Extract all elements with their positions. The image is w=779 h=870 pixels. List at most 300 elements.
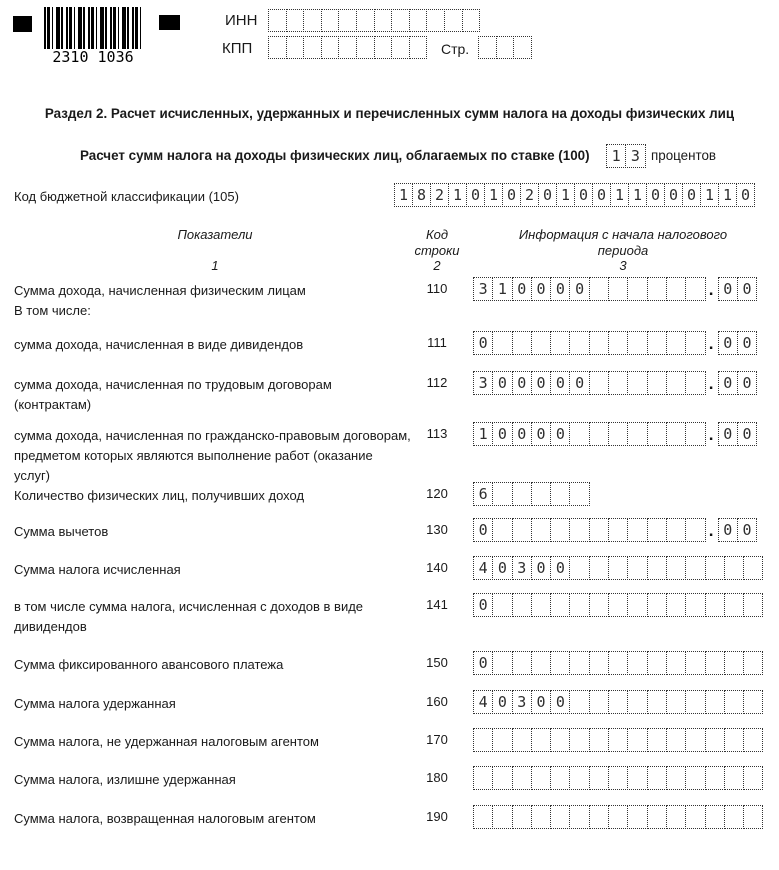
digit-cell[interactable] — [550, 593, 570, 617]
form-row — [0, 690, 779, 714]
row-code: 111 — [427, 335, 447, 350]
digit-cell[interactable]: 0 — [737, 371, 757, 395]
digit-cell[interactable] — [589, 593, 609, 617]
column-number-2: 2 — [433, 258, 441, 273]
digit-cell[interactable] — [724, 766, 744, 790]
digit-cell[interactable] — [666, 331, 686, 355]
digit-cell[interactable] — [705, 728, 725, 752]
digit-cell[interactable] — [666, 728, 686, 752]
digit-cell[interactable] — [666, 651, 686, 675]
digit-cell[interactable] — [550, 766, 570, 790]
column-number-3: 3 — [619, 258, 627, 273]
page-number-label: Стр. — [441, 41, 470, 57]
decimal-separator: . — [708, 521, 714, 540]
row-note: В том числе: — [14, 303, 91, 318]
digit-cell[interactable] — [608, 728, 628, 752]
digit-cell[interactable] — [492, 728, 512, 752]
digit-cell[interactable] — [685, 371, 705, 395]
digit-cell[interactable] — [473, 728, 493, 752]
row-label: Сумма дохода, начисленная физическим лицам — [14, 283, 306, 298]
digit-cell[interactable] — [492, 593, 512, 617]
digit-cell[interactable] — [589, 277, 609, 301]
kbk-field[interactable] — [394, 183, 754, 207]
digit-cell[interactable]: 0 — [531, 556, 551, 580]
digit-cell[interactable] — [608, 805, 628, 829]
digit-cell[interactable] — [608, 690, 628, 714]
row-code: 130 — [426, 522, 448, 537]
digit-cell[interactable] — [589, 556, 609, 580]
digit-cell[interactable] — [724, 728, 744, 752]
digit-cell[interactable]: 0 — [492, 422, 512, 446]
digit-cell[interactable] — [666, 766, 686, 790]
digit-cell[interactable] — [444, 9, 463, 32]
row-label: Сумма вычетов — [14, 524, 109, 539]
row-label: Сумма налога исчисленная — [14, 562, 181, 577]
digit-cell[interactable]: 6 — [473, 482, 493, 506]
digit-cell[interactable] — [512, 482, 532, 506]
digit-cell[interactable] — [666, 277, 686, 301]
form-row — [0, 518, 779, 542]
form-row — [0, 651, 779, 675]
digit-cell[interactable] — [550, 805, 570, 829]
digit-cell[interactable] — [569, 422, 589, 446]
digit-cell[interactable] — [685, 556, 705, 580]
digit-cell[interactable] — [666, 690, 686, 714]
digit-cell[interactable] — [647, 766, 667, 790]
digit-cell[interactable]: 0 — [737, 331, 757, 355]
kbk-label: Код бюджетной классификации (105) — [14, 189, 239, 204]
digit-cell[interactable] — [705, 556, 725, 580]
digit-cell[interactable] — [608, 277, 628, 301]
digit-cell[interactable] — [531, 593, 551, 617]
digit-cell[interactable] — [666, 371, 686, 395]
digit-cell[interactable] — [531, 651, 551, 675]
digit-cell[interactable] — [338, 36, 357, 59]
digit-cell[interactable] — [512, 728, 532, 752]
digit-cell[interactable]: 0 — [736, 183, 755, 207]
row-code: 110 — [426, 281, 448, 296]
digit-cell[interactable] — [608, 331, 628, 355]
digit-cell[interactable] — [608, 422, 628, 446]
digit-cell[interactable] — [627, 371, 647, 395]
digit-cell[interactable] — [666, 518, 686, 542]
digit-cell[interactable] — [705, 805, 725, 829]
digit-cell[interactable] — [321, 36, 340, 59]
digit-cell[interactable] — [705, 651, 725, 675]
registration-mark-left — [13, 16, 32, 32]
digit-cell[interactable]: 0 — [569, 371, 589, 395]
page-number-field[interactable] — [478, 36, 531, 59]
digit-cell[interactable] — [531, 518, 551, 542]
digit-cell[interactable]: 0 — [531, 371, 551, 395]
digit-cell[interactable] — [268, 36, 287, 59]
digit-cell[interactable] — [374, 36, 393, 59]
digit-cell[interactable] — [666, 805, 686, 829]
digit-cell[interactable] — [627, 805, 647, 829]
digit-cell[interactable]: 0 — [473, 518, 493, 542]
row-code: 150 — [426, 655, 448, 670]
decimal-separator: . — [708, 334, 714, 353]
digit-cell[interactable] — [569, 518, 589, 542]
digit-cell[interactable]: 1 — [484, 183, 503, 207]
digit-cell[interactable]: 3 — [473, 371, 493, 395]
digit-cell[interactable]: 0 — [492, 690, 512, 714]
digit-cell[interactable] — [627, 766, 647, 790]
digit-cell[interactable]: 0 — [502, 183, 521, 207]
digit-cell[interactable] — [666, 593, 686, 617]
digit-cell[interactable] — [589, 728, 609, 752]
digit-cell[interactable] — [743, 556, 763, 580]
form-row — [0, 422, 779, 483]
form-row — [0, 766, 779, 790]
digit-cell[interactable]: 0 — [492, 371, 512, 395]
digit-cell[interactable] — [462, 9, 481, 32]
digit-cell[interactable]: 0 — [718, 518, 738, 542]
digit-cell[interactable] — [743, 766, 763, 790]
digit-cell[interactable]: 0 — [550, 556, 570, 580]
digit-cell[interactable] — [569, 556, 589, 580]
digit-cell[interactable] — [286, 36, 305, 59]
row-value-field[interactable] — [473, 518, 756, 542]
digit-cell[interactable]: 0 — [531, 690, 551, 714]
digit-cell[interactable] — [666, 422, 686, 446]
form-row — [0, 728, 779, 752]
digit-cell[interactable]: 0 — [718, 277, 738, 301]
row-value-field[interactable] — [473, 371, 756, 395]
digit-cell[interactable] — [627, 728, 647, 752]
row-label: сумма дохода, начисленная по трудовым договорам (контрактам) — [14, 377, 332, 412]
digit-cell[interactable] — [268, 9, 287, 32]
digit-cell[interactable] — [569, 766, 589, 790]
digit-cell[interactable] — [492, 482, 512, 506]
digit-cell[interactable] — [531, 766, 551, 790]
digit-cell[interactable]: 0 — [592, 183, 611, 207]
digit-cell[interactable] — [705, 593, 725, 617]
row-value-field[interactable] — [473, 331, 756, 355]
row-label: в том числе сумма налога, исчисленная с доходов в виде дивидендов — [14, 599, 364, 634]
column-header-line-code-line1: Код — [425, 227, 449, 242]
row-value-field[interactable] — [473, 690, 762, 714]
digit-cell[interactable] — [531, 805, 551, 829]
digit-cell[interactable] — [512, 766, 532, 790]
row-value-field[interactable] — [473, 482, 589, 506]
digit-cell[interactable]: 1 — [606, 144, 626, 168]
digit-cell[interactable] — [473, 766, 493, 790]
digit-cell[interactable]: 0 — [682, 183, 701, 207]
digit-cell[interactable]: 0 — [550, 422, 570, 446]
digit-cell[interactable] — [391, 9, 410, 32]
digit-cell[interactable] — [550, 728, 570, 752]
form-row — [0, 593, 779, 634]
digit-cell[interactable]: 0 — [473, 331, 493, 355]
digit-cell[interactable] — [685, 593, 705, 617]
digit-cell[interactable] — [705, 766, 725, 790]
digit-cell[interactable]: 0 — [550, 371, 570, 395]
column-header-indicators: Показатели — [177, 227, 253, 242]
decimal-separator: . — [708, 280, 714, 299]
section-subtitle: Расчет сумм налога на доходы физических лиц, облагаемых по ставке (100) — [80, 148, 590, 163]
digit-cell[interactable] — [647, 805, 667, 829]
digit-cell[interactable] — [608, 556, 628, 580]
digit-cell[interactable] — [685, 766, 705, 790]
digit-cell[interactable]: 0 — [737, 277, 757, 301]
digit-cell[interactable] — [685, 651, 705, 675]
digit-cell[interactable] — [496, 36, 515, 59]
digit-cell[interactable]: 0 — [718, 331, 738, 355]
digit-cell[interactable]: 1 — [610, 183, 629, 207]
digit-cell[interactable] — [685, 690, 705, 714]
digit-cell[interactable]: 0 — [538, 183, 557, 207]
row-value-field[interactable] — [473, 593, 762, 617]
digit-cell[interactable] — [647, 277, 667, 301]
digit-cell[interactable] — [391, 36, 410, 59]
row-code: 120 — [426, 486, 448, 501]
digit-cell[interactable] — [478, 36, 497, 59]
digit-cell[interactable] — [513, 36, 532, 59]
digit-cell[interactable]: 3 — [512, 556, 532, 580]
digit-cell[interactable] — [492, 651, 512, 675]
digit-cell[interactable]: 0 — [531, 422, 551, 446]
digit-cell[interactable]: 1 — [700, 183, 719, 207]
digit-cell[interactable]: 1 — [394, 183, 413, 207]
digit-cell[interactable] — [589, 331, 609, 355]
digit-cell[interactable] — [374, 9, 393, 32]
row-label: Количество физических лиц, получивших доход — [14, 488, 305, 503]
digit-cell[interactable]: 0 — [473, 651, 493, 675]
digit-cell[interactable] — [647, 728, 667, 752]
digit-cell[interactable] — [685, 277, 705, 301]
digit-cell[interactable] — [356, 9, 375, 32]
digit-cell[interactable] — [550, 518, 570, 542]
row-value-field[interactable] — [473, 277, 756, 301]
digit-cell[interactable] — [627, 518, 647, 542]
digit-cell[interactable] — [512, 518, 532, 542]
digit-cell[interactable] — [569, 331, 589, 355]
digit-cell[interactable] — [492, 805, 512, 829]
digit-cell[interactable] — [647, 593, 667, 617]
digit-cell[interactable] — [685, 422, 705, 446]
digit-cell[interactable]: 0 — [646, 183, 665, 207]
column-header-line-code — [403, 227, 471, 259]
digit-cell[interactable] — [512, 651, 532, 675]
row-value-field[interactable] — [473, 766, 762, 790]
digit-cell[interactable] — [569, 593, 589, 617]
digit-cell[interactable] — [627, 651, 647, 675]
digit-cell[interactable]: 1 — [492, 277, 512, 301]
digit-cell[interactable] — [724, 651, 744, 675]
digit-cell[interactable]: 0 — [718, 371, 738, 395]
digit-cell[interactable]: 0 — [473, 593, 493, 617]
digit-cell[interactable] — [647, 331, 667, 355]
digit-cell[interactable] — [512, 593, 532, 617]
inn-label: ИНН — [225, 12, 258, 29]
digit-cell[interactable] — [589, 371, 609, 395]
digit-cell[interactable] — [512, 331, 532, 355]
digit-cell[interactable] — [589, 422, 609, 446]
row-value-field[interactable] — [473, 556, 762, 580]
digit-cell[interactable]: 3 — [473, 277, 493, 301]
digit-cell[interactable]: 0 — [718, 422, 738, 446]
digit-cell[interactable] — [492, 331, 512, 355]
digit-cell[interactable] — [627, 556, 647, 580]
tax-rate-field[interactable] — [606, 144, 645, 168]
digit-cell[interactable] — [303, 36, 322, 59]
row-code: 140 — [426, 560, 448, 575]
digit-cell[interactable] — [608, 593, 628, 617]
form-row — [0, 805, 779, 829]
digit-cell[interactable] — [608, 766, 628, 790]
digit-cell[interactable]: 4 — [473, 690, 493, 714]
digit-cell[interactable] — [303, 9, 322, 32]
decimal-separator: . — [708, 425, 714, 444]
digit-cell[interactable] — [531, 728, 551, 752]
digit-cell[interactable] — [647, 371, 667, 395]
digit-cell[interactable] — [550, 331, 570, 355]
row-code: 170 — [426, 732, 448, 747]
digit-cell[interactable]: 3 — [625, 144, 645, 168]
digit-cell[interactable]: 1 — [718, 183, 737, 207]
digit-cell[interactable] — [569, 690, 589, 714]
digit-cell[interactable] — [743, 690, 763, 714]
row-value-field[interactable] — [473, 728, 762, 752]
digit-cell[interactable]: 0 — [574, 183, 593, 207]
digit-cell[interactable]: 2 — [520, 183, 539, 207]
digit-cell[interactable] — [627, 690, 647, 714]
row-code: 190 — [426, 809, 448, 824]
form-row — [0, 556, 779, 580]
digit-cell[interactable] — [705, 690, 725, 714]
digit-cell[interactable] — [724, 556, 744, 580]
digit-cell[interactable] — [627, 422, 647, 446]
digit-cell[interactable] — [724, 805, 744, 829]
barcode-digits: 2310 1036 — [42, 49, 144, 66]
digit-cell[interactable]: 0 — [569, 277, 589, 301]
digit-cell[interactable]: 0 — [531, 277, 551, 301]
digit-cell[interactable] — [589, 518, 609, 542]
row-value-field[interactable] — [473, 422, 756, 446]
digit-cell[interactable]: 0 — [512, 422, 532, 446]
digit-cell[interactable]: 0 — [512, 277, 532, 301]
digit-cell[interactable]: 1 — [628, 183, 647, 207]
digit-cell[interactable] — [685, 805, 705, 829]
digit-cell[interactable] — [743, 805, 763, 829]
digit-cell[interactable] — [492, 766, 512, 790]
digit-cell[interactable] — [627, 277, 647, 301]
digit-cell[interactable]: 4 — [473, 556, 493, 580]
digit-cell[interactable] — [473, 805, 493, 829]
digit-cell[interactable]: 0 — [737, 518, 757, 542]
digit-cell[interactable]: 0 — [737, 422, 757, 446]
row-label: сумма дохода, начисленная по гражданско-правовым договорам, предметом которых являются выполнение работ (оказание услуг) — [14, 428, 411, 483]
digit-cell[interactable] — [608, 371, 628, 395]
digit-cell[interactable] — [569, 805, 589, 829]
digit-cell[interactable]: 3 — [512, 690, 532, 714]
digit-cell[interactable] — [589, 690, 609, 714]
digit-cell[interactable] — [685, 331, 705, 355]
digit-cell[interactable] — [743, 651, 763, 675]
digit-cell[interactable] — [647, 518, 667, 542]
digit-cell[interactable]: 0 — [550, 690, 570, 714]
digit-cell[interactable]: 1 — [448, 183, 467, 207]
digit-cell[interactable]: 0 — [664, 183, 683, 207]
kpp-label: КПП — [222, 40, 253, 57]
digit-cell[interactable] — [286, 9, 305, 32]
digit-cell[interactable] — [647, 690, 667, 714]
digit-cell[interactable] — [743, 728, 763, 752]
digit-cell[interactable]: 1 — [556, 183, 575, 207]
digit-cell[interactable]: 1 — [473, 422, 493, 446]
digit-cell[interactable] — [724, 593, 744, 617]
digit-cell[interactable] — [589, 766, 609, 790]
digit-cell[interactable] — [321, 9, 340, 32]
digit-cell[interactable] — [627, 593, 647, 617]
digit-cell[interactable]: 0 — [550, 277, 570, 301]
digit-cell[interactable]: 2 — [430, 183, 449, 207]
digit-cell[interactable] — [531, 482, 551, 506]
digit-cell[interactable] — [338, 9, 357, 32]
registration-mark-right — [159, 15, 180, 30]
column-number-1: 1 — [211, 258, 219, 273]
digit-cell[interactable] — [569, 728, 589, 752]
digit-cell[interactable] — [589, 805, 609, 829]
digit-cell[interactable] — [685, 728, 705, 752]
digit-cell[interactable] — [356, 36, 375, 59]
digit-cell[interactable]: 0 — [492, 556, 512, 580]
row-code: 141 — [426, 597, 448, 612]
digit-cell[interactable] — [647, 651, 667, 675]
digit-cell[interactable] — [685, 518, 705, 542]
row-code: 113 — [426, 426, 448, 441]
digit-cell[interactable]: 8 — [412, 183, 431, 207]
digit-cell[interactable] — [627, 331, 647, 355]
digit-cell[interactable] — [531, 331, 551, 355]
digit-cell[interactable] — [569, 651, 589, 675]
digit-cell[interactable] — [426, 9, 445, 32]
row-code: 112 — [426, 375, 448, 390]
form-row — [0, 371, 779, 412]
section-title: Раздел 2. Расчет исчисленных, удержанных и перечисленных сумм налога на доходы физических лиц — [44, 106, 735, 121]
form-row — [0, 277, 779, 318]
row-value-field[interactable] — [473, 651, 762, 675]
digit-cell[interactable] — [743, 593, 763, 617]
digit-cell[interactable] — [666, 556, 686, 580]
digit-cell[interactable] — [492, 518, 512, 542]
digit-cell[interactable] — [409, 36, 428, 59]
kpp-field[interactable] — [268, 36, 426, 59]
row-label: Сумма налога, излишне удержанная — [14, 772, 236, 787]
digit-cell[interactable] — [512, 805, 532, 829]
digit-cell[interactable] — [647, 422, 667, 446]
digit-cell[interactable] — [608, 651, 628, 675]
inn-field[interactable] — [268, 9, 479, 32]
digit-cell[interactable]: 0 — [512, 371, 532, 395]
digit-cell[interactable]: 0 — [466, 183, 485, 207]
digit-cell[interactable] — [550, 482, 570, 506]
digit-cell[interactable] — [569, 482, 589, 506]
row-label: Сумма налога, не удержанная налоговым агентом — [14, 734, 319, 749]
digit-cell[interactable] — [647, 556, 667, 580]
digit-cell[interactable] — [409, 9, 428, 32]
digit-cell[interactable] — [589, 651, 609, 675]
row-label: Сумма налога удержанная — [14, 696, 176, 711]
digit-cell[interactable] — [724, 690, 744, 714]
decimal-separator: . — [708, 374, 714, 393]
digit-cell[interactable] — [608, 518, 628, 542]
row-value-field[interactable] — [473, 805, 762, 829]
column-header-line-code-line2: строки — [414, 243, 460, 258]
digit-cell[interactable] — [550, 651, 570, 675]
column-header-info — [478, 227, 768, 259]
